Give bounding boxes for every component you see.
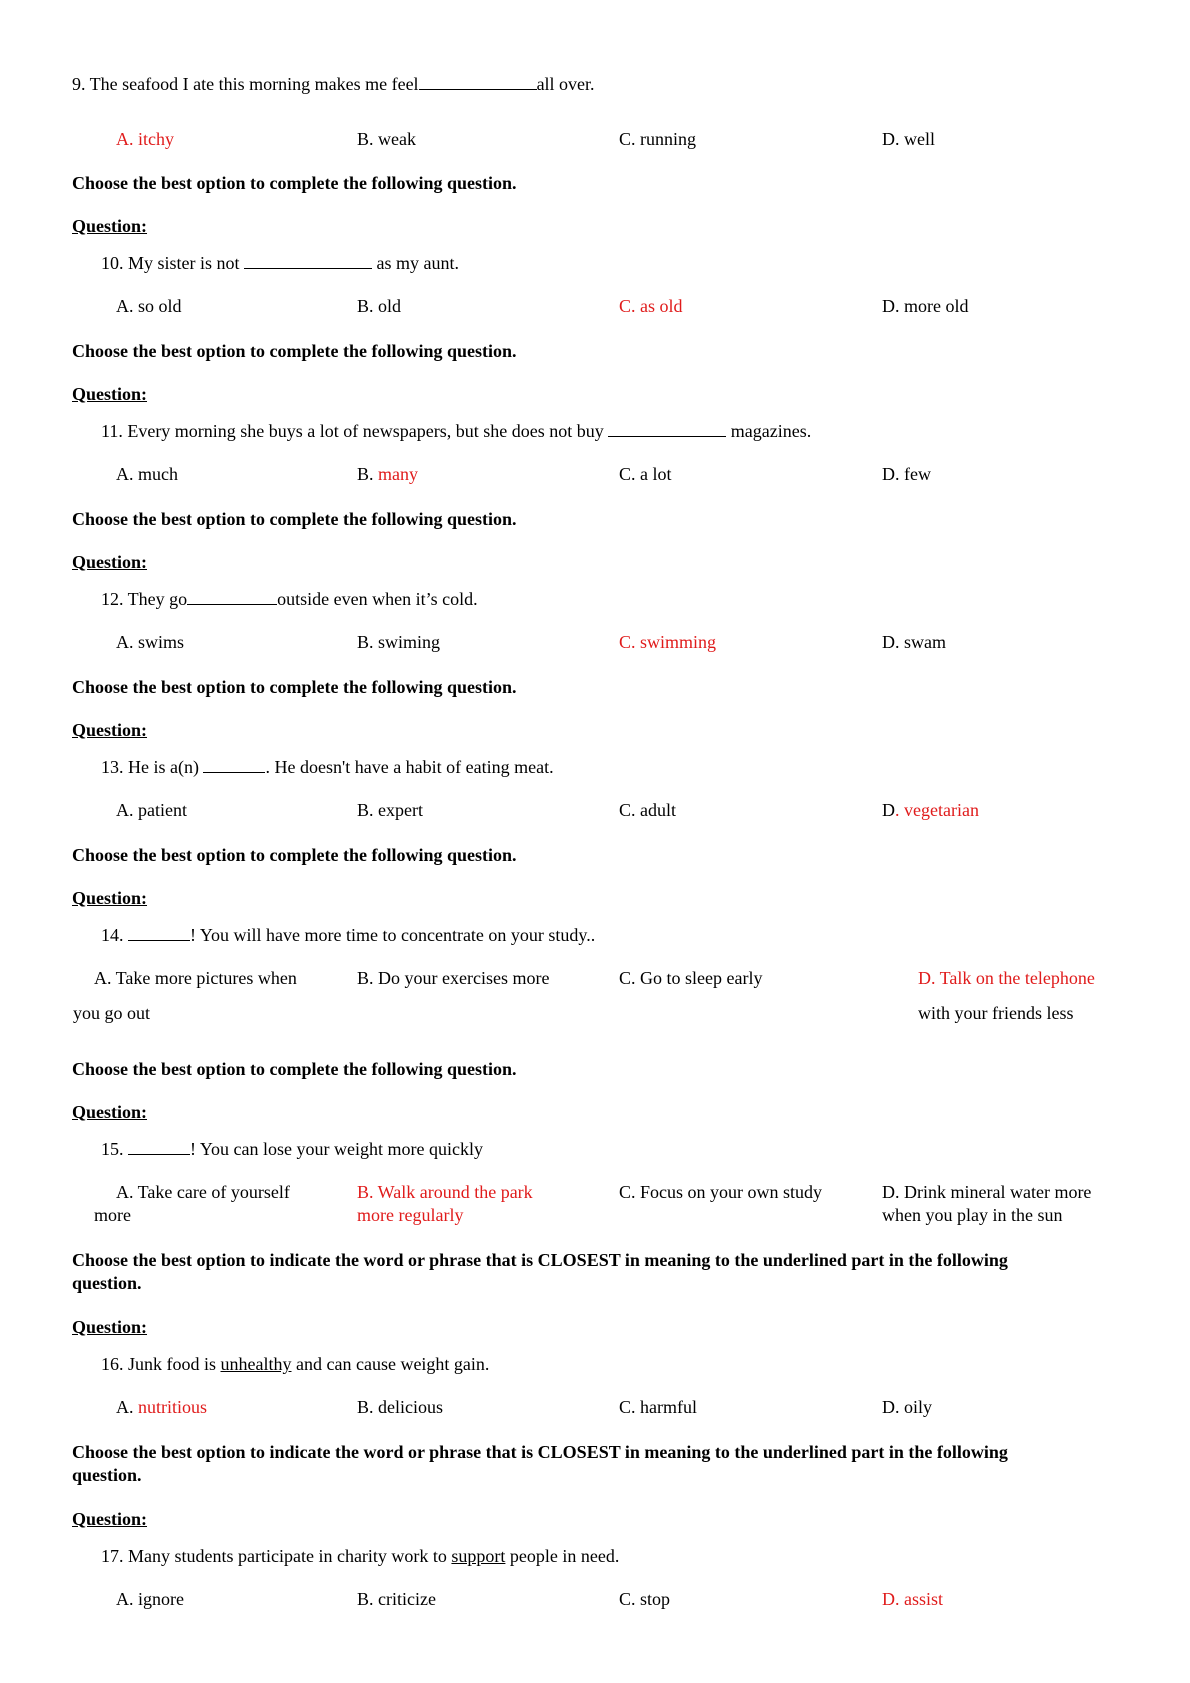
q12-stem: 12. They go outside even when it’s cold. <box>101 589 478 609</box>
question-label: Question: <box>72 552 148 572</box>
q12-blank <box>187 588 277 605</box>
instruction-cont: question. <box>72 1465 142 1485</box>
instruction: Choose the best option to complete the following question. <box>72 173 517 193</box>
q14-stem: 14. ! You will have more time to concentrate on your study.. <box>101 925 596 945</box>
q16-option-d: D. oily <box>882 1397 933 1417</box>
q9-option-d: D. well <box>882 129 935 149</box>
question-label: Question: <box>72 720 148 740</box>
q12-option-c: C. swimming <box>619 632 717 652</box>
q10-option-b: B. old <box>357 296 402 316</box>
q12-option-a: A. swims <box>116 632 185 652</box>
q15-option-c: C. Focus on your own study <box>619 1182 823 1202</box>
q15-option-b: B. Walk around the park <box>357 1182 533 1202</box>
q14-option-d: D. Talk on the telephone <box>918 968 1095 988</box>
instruction-cont: question. <box>72 1273 142 1293</box>
q9-option-c: C. running <box>619 129 697 149</box>
q12-option-b: B. swiming <box>357 632 441 652</box>
q16-underlined-word: unhealthy <box>220 1354 292 1374</box>
q11-stem: 11. Every morning she buys a lot of newspapers, but she does not buy magazines. <box>101 421 812 441</box>
q9-option-b: B. weak <box>357 129 416 149</box>
q14-option-a: A. Take more pictures when <box>94 968 297 988</box>
q17-option-a: A. ignore <box>116 1589 184 1609</box>
q10-option-a: A. so old <box>116 296 182 316</box>
q15-option-b-cont: more regularly <box>357 1205 464 1225</box>
q9-stem: 9. The seafood I ate this morning makes me feel all over. <box>72 74 595 94</box>
q17-underlined-word: support <box>451 1546 506 1566</box>
q15-option-a: A. Take care of yourself <box>116 1182 290 1202</box>
instruction: Choose the best option to complete the following question. <box>72 677 517 697</box>
q9-option-a: A. itchy <box>116 129 174 149</box>
q17-option-b: B. criticize <box>357 1589 436 1609</box>
q13-blank <box>203 756 265 773</box>
q15-blank <box>128 1138 190 1155</box>
q15-option-a-cont: more <box>94 1205 131 1225</box>
q14-option-b: B. Do your exercises more <box>357 968 550 988</box>
q17-stem: 17. Many students participate in charity work to support people in need. <box>101 1546 620 1566</box>
q10-blank <box>244 252 372 269</box>
q13-option-b: B. expert <box>357 800 423 820</box>
q14-option-a-cont: you go out <box>73 1003 151 1023</box>
question-label: Question: <box>72 216 148 236</box>
q17-option-c: C. stop <box>619 1589 671 1609</box>
instruction: Choose the best option to complete the following question. <box>72 509 517 529</box>
instruction: Choose the best option to complete the following question. <box>72 1059 517 1079</box>
q11-option-a: A. much <box>116 464 178 484</box>
q14-option-d-cont: with your friends less <box>918 1003 1074 1023</box>
instruction: Choose the best option to indicate the word or phrase that is CLOSEST in meaning to the underlined part in the following <box>72 1442 1008 1462</box>
question-label: Question: <box>72 1317 148 1337</box>
q16-stem: 16. Junk food is unhealthy and can cause weight gain. <box>101 1354 490 1374</box>
question-label: Question: <box>72 384 148 404</box>
q10-option-d: D. more old <box>882 296 969 316</box>
q10-option-c: C. as old <box>619 296 683 316</box>
q10-stem: 10. My sister is not as my aunt. <box>101 253 460 273</box>
q16-option-a: A. nutritious <box>116 1397 208 1417</box>
q16-option-c: C. harmful <box>619 1397 697 1417</box>
q16-option-b: B. delicious <box>357 1397 443 1417</box>
q11-option-d: D. few <box>882 464 931 484</box>
q12-option-d: D. swam <box>882 632 946 652</box>
q15-option-d: D. Drink mineral water more <box>882 1182 1092 1202</box>
q13-option-a: A. patient <box>116 800 187 820</box>
q11-option-b: B. many <box>357 464 419 484</box>
q14-option-c: C. Go to sleep early <box>619 968 763 988</box>
instruction: Choose the best option to complete the following question. <box>72 845 517 865</box>
question-label: Question: <box>72 1509 148 1529</box>
q15-stem: 15. ! You can lose your weight more quickly <box>101 1139 483 1159</box>
q13-option-d: D. vegetarian <box>882 800 979 820</box>
instruction: Choose the best option to indicate the word or phrase that is CLOSEST in meaning to the underlined part in the following <box>72 1250 1008 1270</box>
question-label: Question: <box>72 888 148 908</box>
q15-option-d-cont: when you play in the sun <box>882 1205 1063 1225</box>
q14-blank <box>128 924 190 941</box>
q17-option-d: D. assist <box>882 1589 944 1609</box>
instruction: Choose the best option to complete the following question. <box>72 341 517 361</box>
q13-stem: 13. He is a(n) . He doesn't have a habit of eating meat. <box>101 757 554 777</box>
q13-option-c: C. adult <box>619 800 676 820</box>
q11-option-c: C. a lot <box>619 464 672 484</box>
question-label: Question: <box>72 1102 148 1122</box>
q9-blank <box>419 73 537 90</box>
q11-blank <box>608 420 726 437</box>
